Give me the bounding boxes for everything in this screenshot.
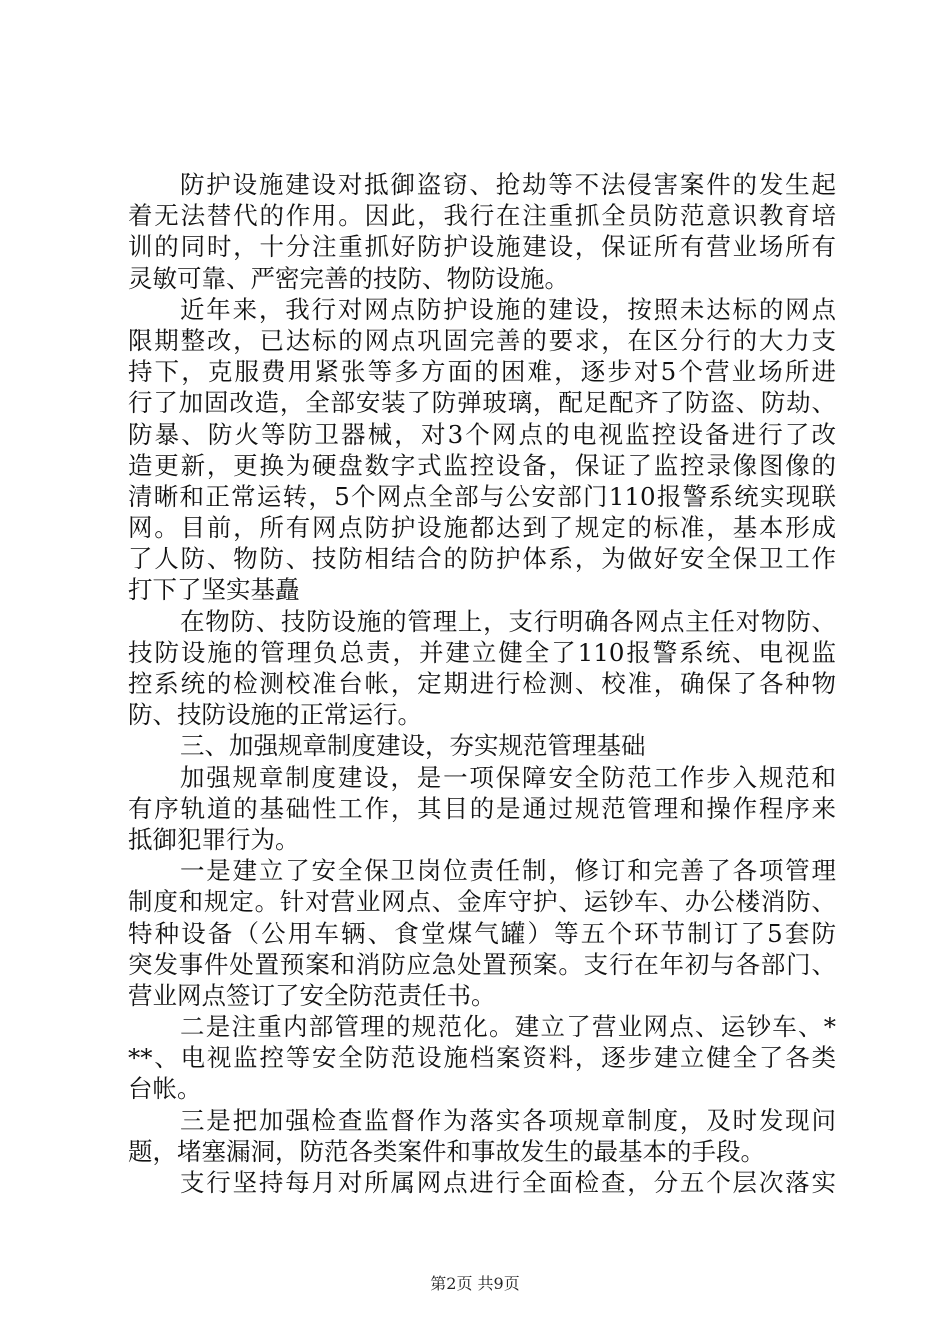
text-line: 训的同时，十分注重抓好防护设施建设，保证所有营业场所有 (128, 232, 836, 262)
text-line: 三是把加强检查监督作为落实各项规章制度，及时发现问 (180, 1105, 836, 1135)
text-line: 灵敏可靠、严密完善的技防、物防设施。 (128, 263, 569, 293)
text-line: **、电视监控等安全防范设施档案资料，逐步建立健全了各类 (128, 1043, 836, 1073)
text-line: 造更新，更换为硬盘数字式监控设备，保证了监控录像图像的 (128, 450, 836, 480)
text-line: 制度和规定。针对营业网点、金库守护、运钞车、办公楼消防、 (128, 887, 836, 917)
text-line: 抵御犯罪行为。 (128, 824, 300, 854)
section-heading: 三、加强规章制度建设，夯实规范管理基础 (180, 731, 646, 761)
text-line: 近年来，我行对网点防护设施的建设，按照未达标的网点 (180, 294, 836, 324)
text-line: 防护设施建设对抵御盗窃、抢劫等不法侵害案件的发生起 (180, 170, 836, 199)
text-line: 特种设备（公用车辆、食堂煤气罐）等五个环节制订了5套防 (128, 918, 836, 948)
text-line: 了人防、物防、技防相结合的防护体系，为做好安全保卫工作 (128, 544, 836, 574)
text-line: 持下，克服费用紧张等多方面的困难，逐步对5个营业场所进 (128, 357, 836, 387)
text-line: 台帐。 (128, 1074, 202, 1104)
page-number: 第2页 共9页 (430, 1274, 520, 1293)
text-line: 题，堵塞漏洞，防范各类案件和事故发生的最基本的手段。 (128, 1136, 765, 1166)
text-line: 防、技防设施的正常运行。 (128, 700, 422, 730)
text-line: 控系统的检测校准台帐，定期进行检测、校准，确保了各种物 (128, 669, 836, 698)
text-line: 行了加固改造，全部安装了防弹玻璃，配足配齐了防盗、防劫、 (128, 388, 836, 418)
text-line: 二是注重内部管理的规范化。建立了营业网点、运钞车、* (180, 1012, 836, 1042)
text-line: 防暴、防火等防卫器械，对3个网点的电视监控设备进行了改 (128, 419, 836, 449)
text-line: 有序轨道的基础性工作，其目的是通过规范管理和操作程序来 (128, 793, 836, 823)
text-line: 清晰和正常运转，5个网点全部与公安部门110报警系统实现联 (128, 481, 836, 511)
text-line: 技防设施的管理负总责，并建立健全了110报警系统、电视监 (128, 637, 836, 667)
document-body (128, 169, 836, 1198)
text-line: 打下了坚实基矗 (128, 575, 300, 605)
text-line: 在物防、技防设施的管理上，支行明确各网点主任对物防、 (180, 606, 836, 636)
text-line: 着无法替代的作用。因此，我行在注重抓全员防范意识教育培 (128, 201, 836, 231)
text-line: 限期整改，已达标的网点巩固完善的要求，在区分行的大力支 (128, 325, 836, 355)
text-line: 突发事件处置预案和消防应急处置预案。支行在年初与各部门、 (128, 949, 836, 979)
text-line: 加强规章制度建设，是一项保障安全防范工作步入规范和 (180, 762, 836, 792)
text-line: 一是建立了安全保卫岗位责任制，修订和完善了各项管理 (180, 856, 836, 886)
text-line: 营业网点签订了安全防范责任书。 (128, 980, 496, 1010)
text-line: 支行坚持每月对所属网点进行全面检查，分五个层次落实 (180, 1168, 836, 1197)
text-line: 网。目前，所有网点防护设施都达到了规定的标准，基本形成 (128, 513, 836, 543)
